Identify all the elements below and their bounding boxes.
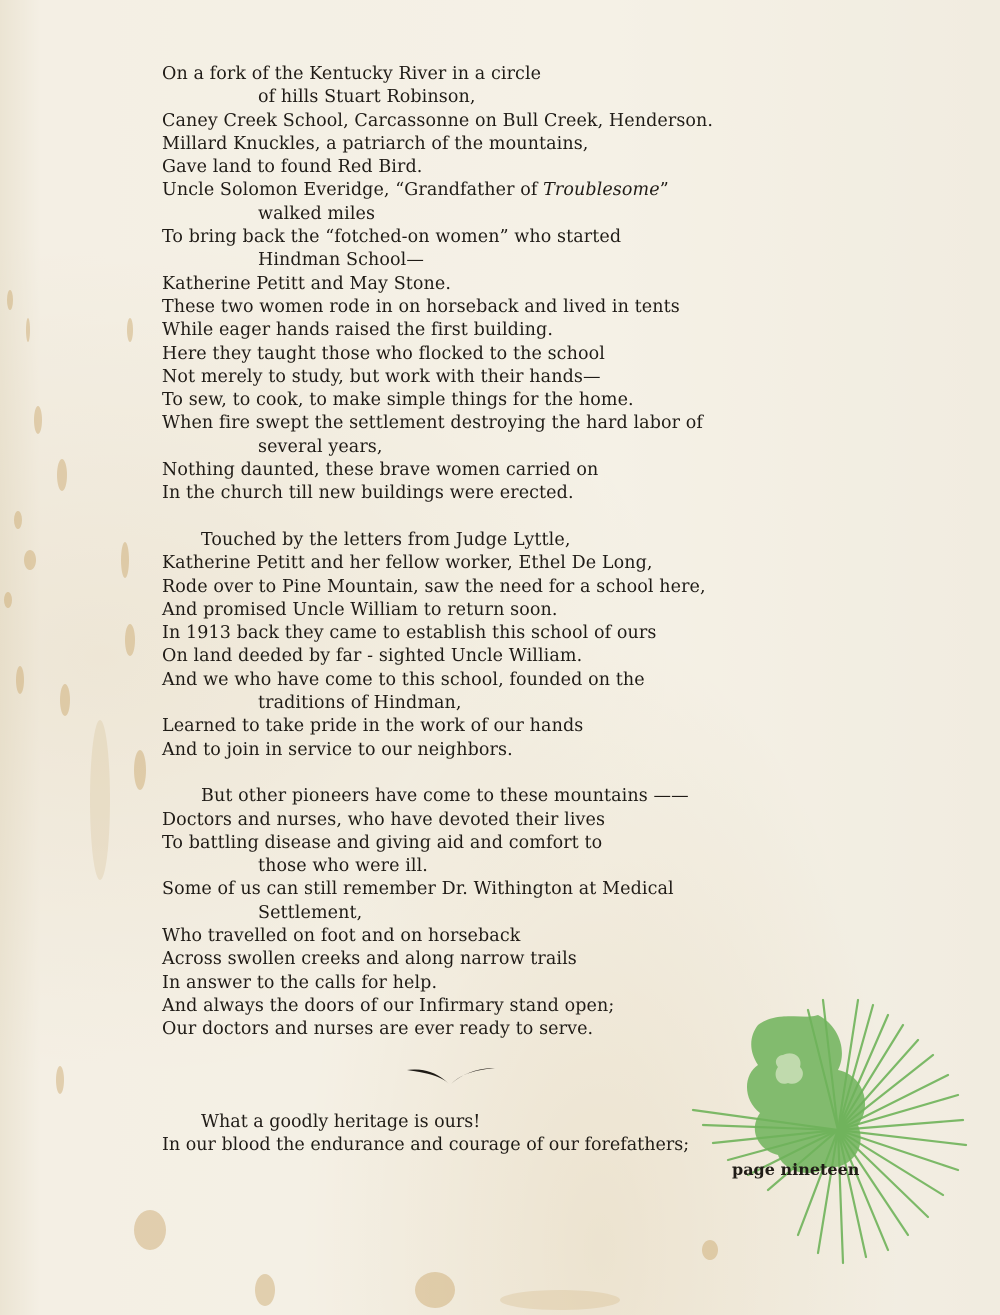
poem-line: To battling disease and giving aid and comfort to <box>162 832 603 853</box>
closing-line-1: What a goodly heritage is ours! <box>201 1112 481 1132</box>
stanza-2 <box>162 529 742 762</box>
stanza-1 <box>162 63 742 506</box>
poem-line: those who were ill. <box>258 856 428 877</box>
everidge-text-after: ” <box>659 180 669 201</box>
poem-line: Learned to take pride in the work of our hands <box>162 716 584 737</box>
poem-line: But other pioneers have come to these mountains —— <box>201 786 689 807</box>
poem-line: And to join in service to our neighbors. <box>162 739 513 760</box>
poem-line: traditions of Hindman, <box>258 693 462 714</box>
poem-line: Nothing daunted, these brave women carried on <box>162 460 599 481</box>
poem-line: Who travelled on foot and on horseback <box>162 925 521 946</box>
poem-line-everidge <box>162 179 742 202</box>
poem-line: On land deeded by far - sighted Uncle William. <box>162 646 583 667</box>
poem-line: Not merely to study, but work with their hands— <box>162 366 601 387</box>
poem-line: Katherine Petitt and May Stone. <box>162 273 452 294</box>
poem-line: Doctors and nurses, who have devoted their lives <box>162 809 606 830</box>
poem-line: When fire swept the settlement destroying the hard labor of <box>162 413 703 434</box>
poem-line: To bring back the “fotched-on women” who started <box>162 227 622 248</box>
poem-line: Some of us can still remember Dr. Withington at Medical <box>162 879 674 900</box>
poem-line: walked miles <box>258 203 376 224</box>
bird-wings-ornament-icon <box>405 1064 497 1088</box>
pine-branch-icon <box>688 995 973 1270</box>
poem-line: These two women rode in on horseback and lived in tents <box>162 296 680 317</box>
closing-line-2: In our blood the endurance and courage of our forefathers; <box>162 1135 690 1156</box>
closing-stanza <box>162 1111 722 1158</box>
poem-line: several years, <box>258 436 383 457</box>
poem-line: Here they taught those who flocked to the school <box>162 343 605 364</box>
poem-line: In the church till new buildings were erected. <box>162 483 574 504</box>
poem-line: Touched by the letters from Judge Lyttle, <box>201 529 571 550</box>
poem-line: While eager hands raised the first building. <box>162 320 554 341</box>
poem-line: And we who have come to this school, founded on the <box>162 669 645 690</box>
book-title-troublesome: Troublesome <box>543 180 660 201</box>
everidge-text-before: Uncle Solomon Everidge, “Grandfather of <box>162 180 544 201</box>
poem-line: Millard Knuckles, a patriarch of the mountains, <box>162 133 589 154</box>
poem-line: In answer to the calls for help. <box>162 972 438 993</box>
poem-line: Across swollen creeks and along narrow trails <box>162 949 577 970</box>
poem-line: Katherine Petitt and her fellow worker, Ethel De Long, <box>162 553 653 574</box>
poem-line: Our doctors and nurses are ever ready to serve. <box>162 1019 594 1040</box>
poem-line: To sew, to cook, to make simple things for the home. <box>162 390 634 411</box>
poem-line: of hills Stuart Robinson, <box>258 87 476 108</box>
page-number: page nineteen <box>732 1160 860 1179</box>
poem-line: And always the doors of our Infirmary stand open; <box>162 995 615 1016</box>
poem-line: Hindman School— <box>258 250 424 271</box>
poem-line: And promised Uncle William to return soon. <box>162 599 558 620</box>
poem-line: Settlement, <box>258 902 363 923</box>
poem-body <box>162 63 742 1065</box>
poem-line: Caney Creek School, Carcassonne on Bull Creek, Henderson. <box>162 110 714 131</box>
poem-line: In 1913 back they came to establish this school of ours <box>162 623 657 644</box>
poem-line: Gave land to found Red Bird. <box>162 157 423 178</box>
poem-line: Rode over to Pine Mountain, saw the need for a school here, <box>162 576 706 597</box>
poem-line: On a fork of the Kentucky River in a circle <box>162 64 542 84</box>
stanza-3 <box>162 785 742 1041</box>
